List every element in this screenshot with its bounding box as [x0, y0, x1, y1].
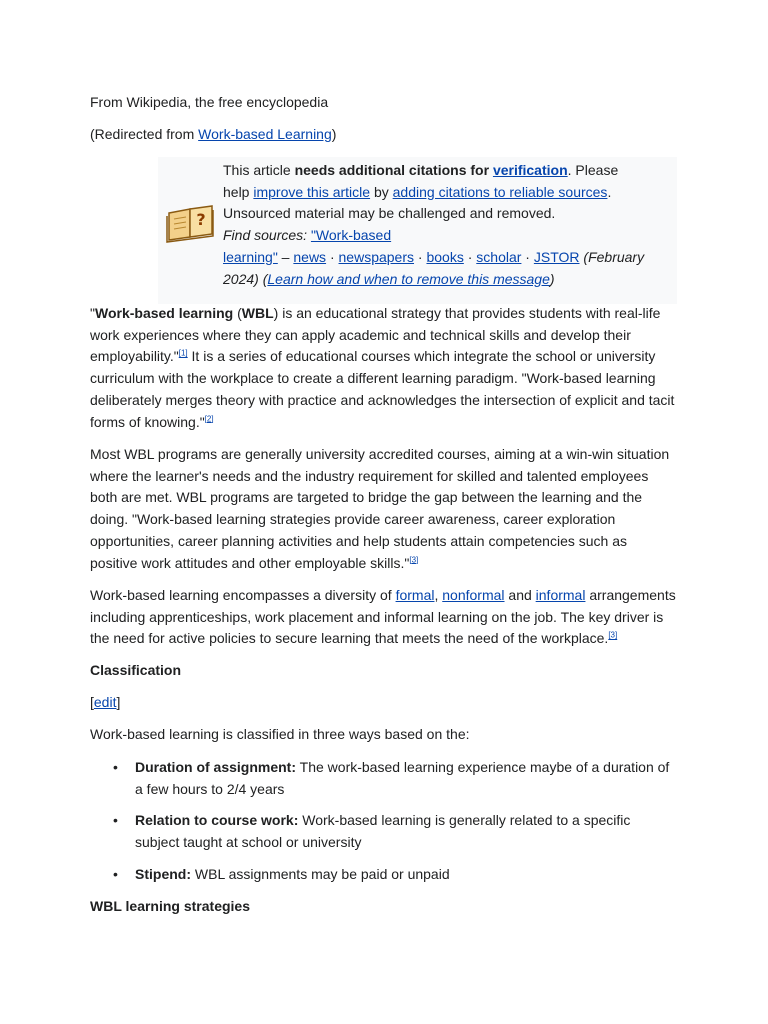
citation-notice-text: [223, 160, 643, 290]
site-tagline: From Wikipedia, the free encyclopedia: [90, 94, 329, 110]
list-item-text: WBL assignments may be paid or unpaid: [191, 865, 450, 882]
redirect-notice: [90, 124, 336, 146]
list-item-label: Relation to course work:: [135, 812, 299, 829]
edit-link[interactable]: edit: [93, 694, 117, 710]
remove-message-link[interactable]: Learn how and when to remove this message: [267, 270, 550, 287]
term-wbl-abbr: WBL: [241, 305, 274, 321]
sources-dash: –: [277, 248, 294, 265]
bullet: •: [113, 812, 118, 829]
bullet: •: [113, 759, 118, 775]
reference-3b-link[interactable]: [3]: [608, 630, 618, 640]
reference-1-link[interactable]: [1]: [178, 348, 188, 358]
p3-comma: ,: [434, 587, 443, 603]
p3-t3: arrangements including apprenticeships, work placement and informal learning on the job. The key driver is the need for active policies to secure learning that meets the need of the workplace.: [90, 587, 676, 647]
edit-bracket-close: ]: [116, 694, 121, 710]
list-item: [90, 757, 676, 800]
term-wbl-full: Work-based learning: [94, 305, 234, 321]
list-item: [90, 864, 676, 886]
edit-bracket-open: [: [90, 694, 94, 710]
book-question-icon: [166, 203, 216, 243]
notice-paren-open: (: [262, 270, 268, 287]
adding-citations-link[interactable]: adding citations to reliable sources: [392, 183, 608, 200]
classification-list: [90, 757, 676, 896]
notice-l3: Unsourced material may be challenged and removed.: [223, 205, 556, 222]
svg-text:?: ?: [196, 210, 206, 229]
notice-l1-bold: needs additional citations for: [294, 162, 493, 178]
paragraph-programs: [90, 444, 676, 574]
p1-t3: It is a series of educational courses which integrate the school or university curriculum with the workplace to create a different learning paradigm. "Work-based learning deliberately merges theory with practice and acknowledges the intersection of explicit and tacit forms of knowing.": [90, 348, 675, 430]
paragraph-intro: [90, 303, 676, 433]
notice-paren-close: ): [549, 270, 555, 287]
p3-t1: Work-based learning encompasses a diversity of: [90, 587, 396, 603]
nonformal-link[interactable]: nonformal: [442, 587, 505, 603]
improve-article-link[interactable]: improve this article: [253, 183, 371, 200]
sources-sep: ·: [463, 248, 477, 265]
books-link[interactable]: books: [426, 248, 464, 265]
p2-text: Most WBL programs are generally university accredited courses, aiming at a win-win situation where the learner's needs and the industry requirement for skilled and talented employees both are met. WBL programs are targeted to bridge the gap between the learning and the doing. "Work-based learning strategies provide career awareness, career exploration opportunities, career planning activities and help students attain competencies such as positive work attitudes and other employable skills.": [90, 446, 670, 571]
jstor-link[interactable]: JSTOR: [533, 248, 580, 265]
redirect-prefix: (Redirected from: [90, 126, 199, 142]
list-item: [90, 810, 676, 853]
notice-l1-a: This article: [223, 162, 295, 178]
sources-sep: ·: [521, 248, 534, 265]
paragraph-diversity: [90, 585, 676, 650]
p1-t1: (: [233, 305, 242, 321]
newspapers-link[interactable]: newspapers: [338, 248, 415, 265]
reference-2-link[interactable]: [2]: [204, 413, 214, 423]
scholar-link[interactable]: scholar: [476, 248, 522, 265]
list-item-text: Work-based learning is generally related to a specific subject taught at school or university: [135, 812, 631, 851]
paragraph-classification: Work-based learning is classified in three ways based on the:: [90, 726, 470, 742]
list-item-label: Stipend:: [135, 865, 191, 882]
formal-link[interactable]: formal: [395, 587, 435, 603]
list-item-text: The work-based learning experience maybe of a duration of a few hours to 2/4 years: [135, 759, 670, 797]
search-term-link-cont[interactable]: learning": [223, 248, 278, 265]
p1-t2: ) is an educational strategy that provides students with real-life work experiences where they can apply academic and technical skills and develop their employability.": [90, 305, 661, 365]
section-edit: [90, 692, 676, 714]
informal-link[interactable]: informal: [535, 587, 586, 603]
news-link[interactable]: news: [293, 248, 327, 265]
notice-l1-c: . Please: [567, 162, 619, 178]
p1-quote: ": [90, 305, 95, 321]
notice-l2-b: by: [370, 183, 393, 200]
list-item-label: Duration of assignment:: [135, 759, 297, 775]
p3-t2: and: [504, 587, 536, 603]
notice-l2-a: help: [223, 183, 254, 200]
find-sources-label: Find sources:: [223, 227, 311, 244]
bullet: •: [113, 865, 118, 882]
notice-date: (February: [579, 248, 645, 265]
notice-year: 2024): [223, 270, 263, 287]
redirect-link[interactable]: Work-based Learning: [198, 126, 332, 142]
reference-3-link[interactable]: [3]: [409, 554, 419, 564]
notice-l2-c: .: [607, 183, 612, 200]
redirect-suffix: ): [331, 126, 337, 142]
heading-strategies: WBL learning strategies: [90, 898, 251, 914]
search-term-link[interactable]: "Work-based: [310, 227, 392, 244]
sources-sep: ·: [326, 248, 339, 265]
heading-classification: Classification: [90, 662, 182, 678]
sources-sep: ·: [414, 248, 427, 265]
verification-link[interactable]: verification: [492, 162, 568, 178]
citation-notice-box: [158, 157, 677, 304]
